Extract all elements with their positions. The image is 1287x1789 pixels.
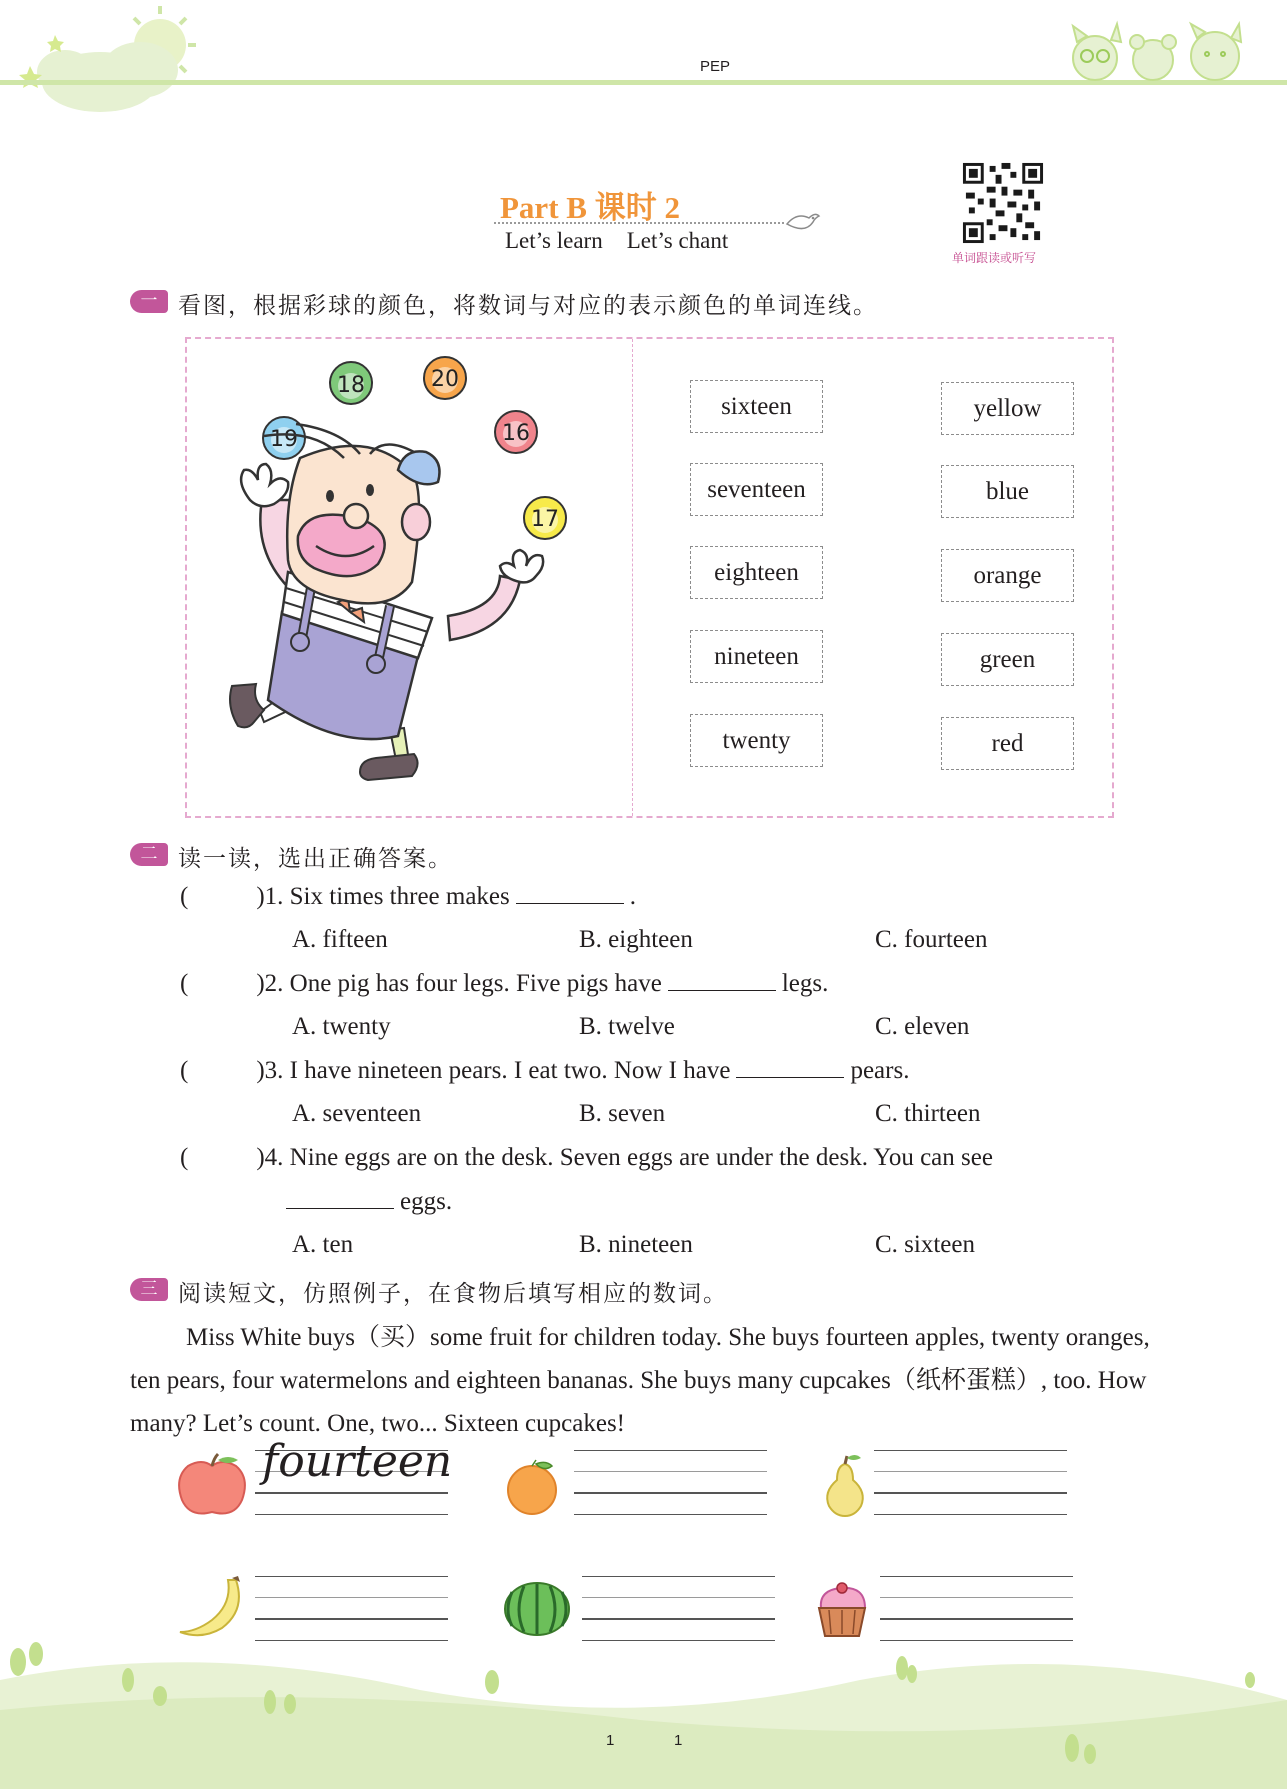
ball-20-label: 20 <box>431 367 459 392</box>
q3-option-c[interactable]: C. thirteen <box>875 1100 981 1127</box>
header-animal-faces-decoration <box>1055 20 1255 85</box>
q3-option-b[interactable]: B. seven <box>579 1100 666 1127</box>
section1-badge: 一 <box>130 290 168 313</box>
ball-20 <box>424 357 466 399</box>
number-word-eighteen[interactable]: eighteen <box>690 546 823 599</box>
question-1-text: Six times three makes <box>289 883 510 910</box>
question-4-text-after: eggs. <box>400 1188 453 1215</box>
ball-16 <box>495 411 537 453</box>
q1-option-b[interactable]: B. eighteen <box>579 926 693 953</box>
color-word-yellow[interactable]: yellow <box>941 382 1074 435</box>
juggling-clown-illustration <box>220 350 600 800</box>
apple-example-answer: fourteen <box>262 1436 453 1487</box>
q4-option-c[interactable]: C. sixteen <box>875 1231 975 1258</box>
number-word-seventeen[interactable]: seventeen <box>690 463 823 516</box>
answer-paren-4[interactable]: ( <box>180 1144 189 1171</box>
page-number-right: 1 <box>674 1732 683 1749</box>
question-3-text-after: pears. <box>850 1057 910 1084</box>
series-label: PEP <box>700 58 731 75</box>
question-2-text-after: legs. <box>781 970 829 997</box>
q2-option-c[interactable]: C. eleven <box>875 1013 970 1040</box>
matching-box-divider <box>632 339 633 816</box>
subtitle-lets-learn: Let’s learn <box>505 228 603 253</box>
color-word-orange[interactable]: orange <box>941 549 1074 602</box>
section2-instruction: 读一读，选出正确答案。 <box>178 846 453 872</box>
q1-option-c[interactable]: C. fourteen <box>875 926 988 953</box>
question-2-blank[interactable] <box>668 970 776 991</box>
question-3-text: I have nineteen pears. I eat two. Now I have <box>289 1057 731 1084</box>
answer-paren-2[interactable]: ( <box>180 970 189 997</box>
bird-icon <box>785 210 821 234</box>
section3-instruction: 阅读短文，仿照例子，在食物后填写相应的数词。 <box>178 1281 728 1307</box>
q2-option-a[interactable]: A. twenty <box>292 1013 391 1040</box>
orange-icon <box>502 1456 566 1516</box>
reading-passage: Miss White buys（买）some fruit for children today. She buys fourteen apples, twenty oranges, ten pears, four watermelons and eighteen bananas. She buys many cupcakes（纸杯蛋糕）, too. How many? Let’s count. One, two... Sixteen cupcakes! <box>130 1324 1150 1437</box>
section1-instruction: 看图，根据彩球的颜色，将数词与对应的表示颜色的单词连线。 <box>178 293 878 319</box>
question-4-number: )4. <box>256 1144 284 1171</box>
number-word-sixteen[interactable]: sixteen <box>690 380 823 433</box>
footer-hills-decoration <box>0 1620 1287 1789</box>
answer-paren-3[interactable]: ( <box>180 1057 189 1084</box>
color-word-blue[interactable]: blue <box>941 465 1074 518</box>
qr-caption: 单词跟读或听写 <box>952 251 1037 265</box>
question-1-blank[interactable] <box>516 883 624 904</box>
number-word-twenty[interactable]: twenty <box>690 714 823 767</box>
color-word-green[interactable]: green <box>941 633 1074 686</box>
number-word-nineteen[interactable]: nineteen <box>690 630 823 683</box>
question-2 <box>180 970 828 998</box>
section3-badge: 三 <box>130 1278 168 1301</box>
q3-option-a[interactable]: A. seventeen <box>292 1100 422 1127</box>
question-3 <box>180 1057 909 1085</box>
q4-option-b[interactable]: B. nineteen <box>579 1231 693 1258</box>
question-2-number: )2. <box>256 970 284 997</box>
question-1-number: )1. <box>256 883 284 910</box>
question-4-line-2 <box>286 1188 452 1216</box>
question-4 <box>180 1144 993 1172</box>
page-number-left: 1 <box>606 1732 615 1749</box>
q2-option-b[interactable]: B. twelve <box>579 1013 675 1040</box>
ball-17-label: 17 <box>531 507 559 532</box>
ball-18-label: 18 <box>337 373 365 398</box>
answer-lines-orange[interactable] <box>574 1450 767 1514</box>
q4-option-a[interactable]: A. ten <box>292 1231 354 1258</box>
header-sun-cloud-decoration <box>0 0 220 115</box>
question-2-text: One pig has four legs. Five pigs have <box>289 970 662 997</box>
question-4-blank[interactable] <box>286 1188 394 1209</box>
lesson-subtitle <box>505 228 728 254</box>
answer-lines-pear[interactable] <box>874 1450 1067 1514</box>
question-3-number: )3. <box>256 1057 284 1084</box>
question-4-text: Nine eggs are on the desk. Seven eggs are under the desk. You can see <box>289 1144 993 1171</box>
apple-icon <box>176 1452 248 1516</box>
section2-badge: 二 <box>130 843 168 866</box>
title-dotted-divider <box>494 222 784 224</box>
q1-option-a[interactable]: A. fifteen <box>292 926 388 953</box>
subtitle-lets-chant: Let’s chant <box>626 228 729 253</box>
question-1-text-after: . <box>629 883 636 910</box>
ball-18 <box>330 362 372 404</box>
qr-code[interactable] <box>960 160 1046 246</box>
answer-paren-1[interactable]: ( <box>180 883 189 910</box>
page-title: Part B 课时 2 <box>500 190 680 225</box>
question-3-blank[interactable] <box>736 1057 844 1078</box>
color-word-red[interactable]: red <box>941 717 1074 770</box>
ball-19-label: 19 <box>270 427 298 452</box>
question-1 <box>180 883 636 911</box>
ball-16-label: 16 <box>502 421 530 446</box>
pear-icon <box>820 1452 870 1518</box>
ball-17 <box>524 497 566 539</box>
